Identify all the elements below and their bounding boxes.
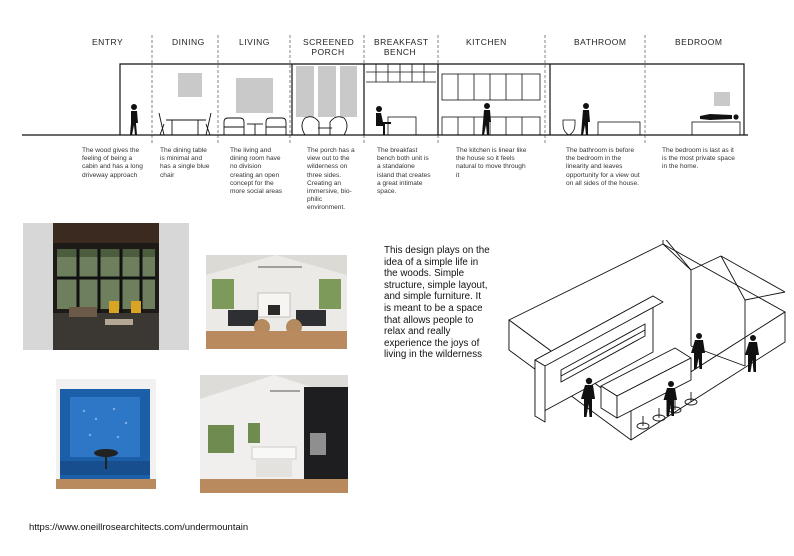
section-diagram <box>0 0 794 145</box>
room-label-entry: ENTRY <box>92 37 124 47</box>
room-label-dining: DINING <box>172 37 205 47</box>
source-link[interactable]: https://www.oneillrosearchitects.com/undermountain <box>29 522 249 533</box>
room-desc-bedroom: The bedroom is last as it is the most private space in the home. <box>662 147 735 171</box>
room-label-bathroom: BATHROOM <box>574 37 627 47</box>
room-label-breakfast-bench: BREAKFAST BENCH <box>374 37 429 57</box>
room-label-kitchen: KITCHEN <box>466 37 507 47</box>
room-label-bedroom: BEDROOM <box>675 37 723 47</box>
design-statement: This design plays on the idea of a simple life in the woods. Simple structure, simple layout, and simple furniture. It is meant to be a space that allows people to relax and really experience the joys of living in the wilderness <box>384 245 490 361</box>
axonometric-drawing <box>505 240 790 485</box>
porch-photo <box>23 223 189 350</box>
room-desc-breakfast-bench: The breakfast bench both unit is a standalone island that creates a great intimate space. <box>377 147 431 196</box>
room-desc-living: The living and dining room have no division creating an open concept for the more social areas <box>230 147 283 196</box>
room-label-living: LIVING <box>239 37 270 47</box>
room-desc-dining: The dining table is minimal and has a single blue chair <box>160 147 210 179</box>
room-desc-screened-porch: The porch has a view out to the wilderness on three sides. Creating an immersive, bio-philic environment. <box>307 147 355 212</box>
breakfast-nook-photo <box>56 379 156 489</box>
room-desc-bathroom: The bathroom is before the bedroom in the linearity and leaves opportunity for a view out on all sides of the house. <box>566 147 640 187</box>
kitchen-photo <box>200 375 348 493</box>
room-desc-entry: The wood gives the feeling of being a cabin and has a long driveway approach <box>82 147 143 179</box>
room-desc-kitchen: The kitchen is linear like the house so it feels natural to move through it <box>456 147 527 179</box>
living-room-photo <box>206 255 347 349</box>
room-label-screened-porch: SCREENED PORCH <box>303 37 355 57</box>
